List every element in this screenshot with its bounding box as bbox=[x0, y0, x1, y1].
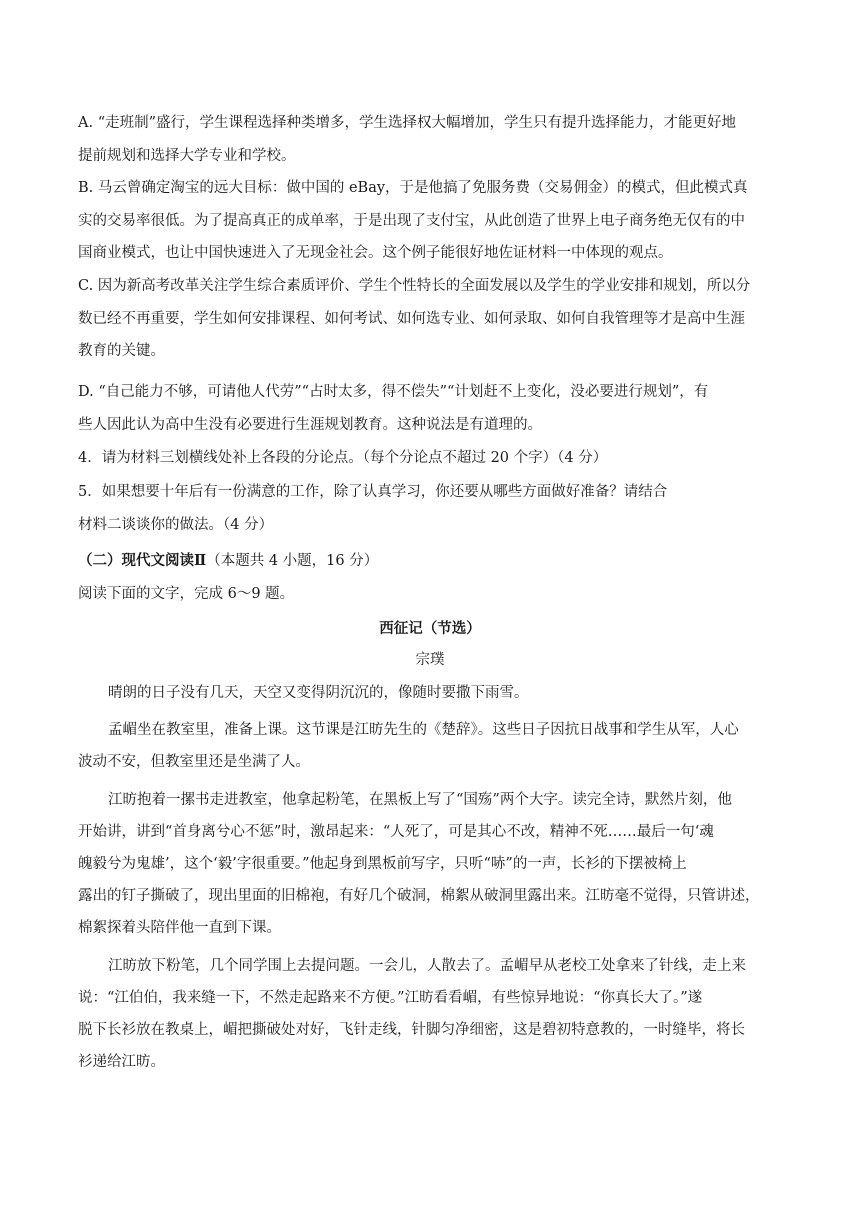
option-a bbox=[78, 107, 786, 172]
option-d bbox=[78, 376, 786, 441]
section-instruction-text: 阅读下面的文字，完成 6～9 题。 bbox=[78, 586, 295, 602]
section-instruction bbox=[78, 578, 786, 611]
passage-line: 江昉放下粉笔，几个同学围上去提问题。一会儿，人散去了。孟嵋早从老校工处拿来了针线，走上来 bbox=[108, 957, 746, 974]
option-c bbox=[78, 270, 786, 368]
passage-line: 魄毅兮为鬼雄’，这个‘毅’字很重要。”他起身到黑板前写字，只听“哧”的一声，长衫的下摆被椅上 bbox=[78, 856, 687, 873]
passage-paragraph bbox=[78, 784, 786, 945]
option-c-line: 教育的关键。 bbox=[78, 343, 165, 359]
question-4 bbox=[78, 442, 786, 475]
passage-line: 波动不安，但教室里还是坐满了人。 bbox=[78, 754, 310, 771]
passage-title: 西征记（节选） bbox=[379, 620, 481, 637]
option-b-line: 国商业模式，也让中国快速进入了无现金社会。这个例子能很好地佐证材料一中体现的观点。 bbox=[78, 245, 673, 261]
passage-author: 宗璞 bbox=[415, 652, 445, 668]
option-c-line: 数已经不再重要，学生如何安排课程、如何考试、如何选专业、如何录取、如何自我管理等才是高中生涯 bbox=[78, 310, 745, 327]
passage-paragraph bbox=[78, 714, 786, 778]
passage-body bbox=[78, 677, 786, 1078]
section-heading-title: （二）现代文阅读Ⅱ bbox=[78, 552, 207, 569]
option-b-line: B. 马云曾确定淘宝的远大目标：做中国的 eBay，于是他搞了免服务费（交易佣金）的模式，但此模式真 bbox=[78, 180, 748, 196]
passage-line: 脱下长衫放在教桌上，嵋把撕破处对好，飞针走线，针脚匀净细密，这是碧初特意教的，一时缝毕，将长 bbox=[78, 1022, 745, 1039]
passage-line: 棉絮探着头陪伴他一直到下课。 bbox=[78, 920, 281, 937]
section-heading-note: （本题共 4 小题，16 分） bbox=[206, 553, 379, 569]
option-a-line: 提前规划和选择大学专业和学校。 bbox=[78, 147, 296, 164]
option-d-line: 些人因此认为高中生没有必要进行生涯规划教育。这种说法是有道理的。 bbox=[78, 416, 542, 433]
passage-line: 晴朗的日子没有几天，天空又变得阴沉沉的，像随时要撒下雨雪。 bbox=[108, 685, 529, 701]
section-heading bbox=[78, 545, 378, 577]
option-d-line: D. “自己能力不够，可请他人代劳”“占时太多，得不偿失”“计划赶不上变化，没必要进行规划”，有 bbox=[78, 384, 709, 400]
passage-line: 说：“江伯伯，我来缝一下，不然走起路来不方便。”江昉看看嵋，有些惊异地说：“你真长大了。”遂 bbox=[78, 989, 703, 1006]
passage-paragraph bbox=[78, 677, 786, 709]
passage-paragraph bbox=[78, 950, 786, 1079]
passage-line: 露出的钉子撕破了，现出里面的旧棉袍，有好几个破洞，棉絮从破洞里露出来。江昉毫不觉得，只管讲述， bbox=[78, 888, 760, 905]
option-c-line: C. 因为新高考改革关注学生综合素质评价、学生个性特长的全面发展以及学生的学业安排和规划，所以分 bbox=[78, 278, 751, 294]
passage-line: 孟嵋坐在教室里，准备上课。这节课是江昉先生的《楚辞》。这些日子因抗日战事和学生从军，人心 bbox=[108, 722, 739, 739]
option-b-line: 实的交易率很低。为了提高真正的成单率，于是出现了支付宝，从此创造了世界上电子商务绝无仅有的中 bbox=[78, 212, 745, 229]
question-5-line: 材料二谈谈你的做法。（4 分） bbox=[78, 516, 274, 533]
passage-line: 江昉抱着一摞书走进教室，他拿起粉笔，在黑板上写了“国殇”两个大字。读完全诗，默然片刻，他 bbox=[108, 791, 732, 808]
passage-line: 开始讲，讲到“首身离兮心不惩”时，激昂起来：“人死了，可是其心不改，精神不死……最后一句‘魂 bbox=[78, 823, 714, 840]
passage-line: 衫递给江昉。 bbox=[78, 1054, 165, 1071]
question-5-line: 5．如果想要十年后有一份满意的工作，除了认真学习，你还要从哪些方面做好准备？请结合 bbox=[78, 484, 668, 500]
option-b bbox=[78, 172, 786, 270]
option-a-line: A. “走班制”盛行，学生课程选择种类增多，学生选择权大幅增加，学生只有提升选择能力，才能更好地 bbox=[78, 115, 737, 131]
question-5 bbox=[78, 476, 786, 541]
question-4-text: 4．请为材料三划横线处补上各段的分论点。（每个分论点不超过 20 个字）（4 分） bbox=[78, 450, 608, 466]
